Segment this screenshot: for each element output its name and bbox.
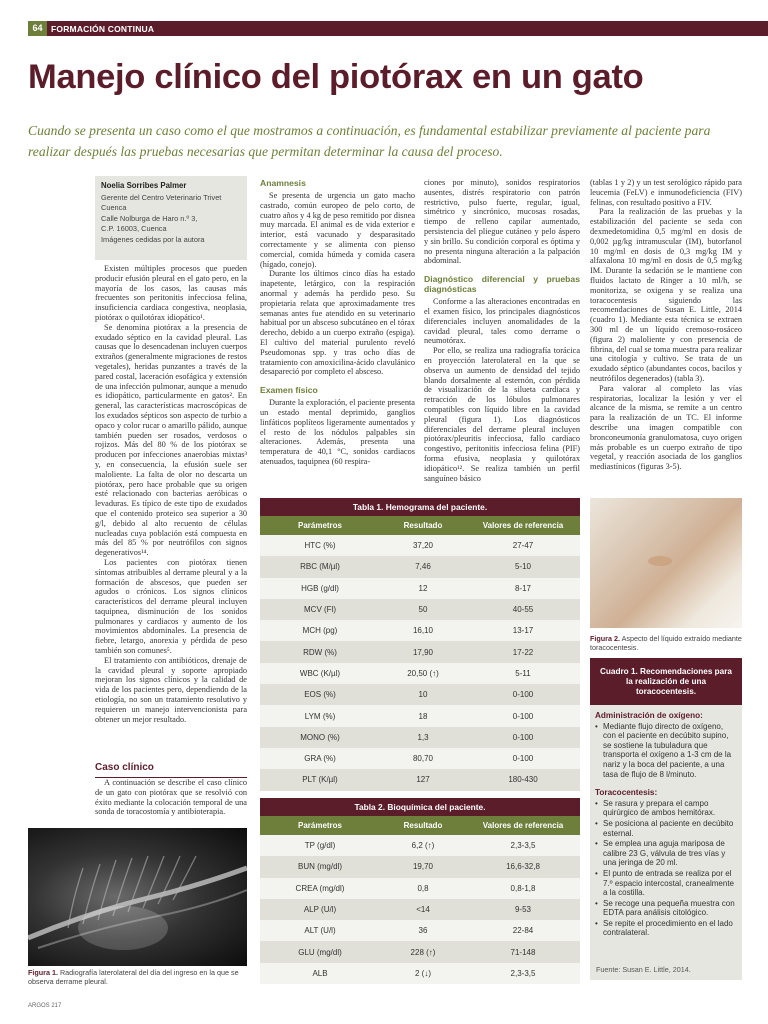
table-cell: 0-100: [512, 711, 534, 721]
author-line: Calle Nolburga de Haro n.º 3,: [101, 213, 198, 223]
table-header-cell: Resultado: [403, 521, 443, 530]
table-cell: MCV (Fl): [304, 605, 336, 615]
article-lead: Cuando se presenta un caso como el que mostramos a continuación, es fundamental estabilizar previamente al paciente para realizar después las pruebas necesarias que permitan determinar la causa del proceso.: [28, 123, 711, 159]
body-paragraph: Los pacientes con piotórax tienen síntomas atribuibles al derrame pleural y a la formación de abscesos, que pueden ser agudos o crónicos. Los signos clínicos característicos del derrame pleural incluyen taquipnea, disminución de los sonidos pulmonares y cardiacos y aumento de los movimientos abdominales. La presencia de fiebre, letargo, anorexia y pérdida de peso también son comunes⁵.: [95, 557, 247, 656]
body-paragraph: Durante los últimos cinco días ha estado inapetente, letárgico, con la respiración anormal y además ha perdido peso. Su propietaria relata que aproximadamente tres semanas antes fue atendido en su veterinario habitual por un absceso subcutáneo en el tórax derecho, debido a un cuerpo extraño (espiga). El cultivo del material purulento reveló Pseudomonas spp. y tras ocho días de tratamiento con amoxicilina-ácido clavulánico desapareció por completo el absceso.: [260, 269, 415, 377]
body-paragraph: Por ello, se realiza una radiografía torácica en proyección laterolateral en la que se observa un aumento de densidad del tejido blando dorsalmente al esternón, con pérdida de visualización de la silueta cardiaca y retracción de los lóbulos pulmonares compatibles con líquido libre en la cavidad pleural (figura 1). Los diagnósticos diferenciales del derrame pleural incluyen piotórax/pleuritis infecciosa, fallo cardiaco congestivo, peritonitis infecciosa felina (PIF) forma efusiva, neoplasia y quilotórax idiopático¹². Se realiza también un perfil sanguíneo básico: [424, 346, 580, 483]
table-cell: 180-430: [508, 775, 538, 785]
table-row: [260, 748, 580, 769]
table-cell: 37,20: [412, 541, 434, 551]
table-row: [260, 920, 580, 941]
footer-publication: ARGOS 217: [28, 1003, 62, 1009]
table-cell: 5-11: [515, 668, 531, 678]
body-paragraph: Conforme a las alteraciones encontradas en el examen físico, los principales diagnósticos diferenciales incluyen anomalidades de la cavidad pleural, tales como derrame o neumotórax.: [424, 297, 580, 346]
table-cell: 19,70: [412, 862, 434, 872]
exam-heading: Examen físico: [260, 385, 318, 396]
table-row: [260, 878, 580, 899]
table-title: Tabla 2. Bioquímica del paciente.: [260, 798, 580, 816]
author-line: C.P. 16003, Cuenca: [101, 224, 167, 233]
table-cell: EOS (%): [304, 690, 336, 700]
table-cell: TP (g/dl): [304, 841, 336, 851]
table-cell: 80,70: [412, 754, 434, 764]
list-item: • Se rasura y prepara el campo quirúrgico de ambos hemitórax.: [595, 799, 737, 818]
table-cell: 6,2 (↑): [411, 841, 435, 851]
table-cell: 0,8-1,8: [510, 883, 536, 893]
article-title: Manejo clínico del piotórax en un gato: [28, 58, 644, 96]
table-cell: 16,6-32,8: [506, 862, 540, 872]
author-line: Gerente del Centro Veterinario Trivet: [101, 192, 222, 202]
table-row: [260, 769, 580, 790]
body-paragraph: Para la realización de las pruebas y la estabilización del paciente se seda con dexmedetomidina 0,5 mg/ml en dosis de 0,002 µg/kg intramuscular (IM), butorfanol 10 mg/ml en dosis de 0,3 mg/kg IM y alfaxalona 10 mg/ml en dosis de 0,5 mg/kg IM. Durante la sedación se le mantiene con fluidos lactato de Ringer a 10 ml/h, se monitoriza, se oxigena y se realiza una toracocentesis siguiendo las recomendaciones de Susan E. Little, 2014 (cuadro 1). Mediante esta técnica se extraen 300 ml de un líquido cremoso-rosáceo (figura 2) maloliente y con presencia de fibrina, del cual se toma muestra para realizar una citología y cultivo. Se trata de un exudado séptico (abundantes cocos, bacilos y neutrófilos degenerados) (tabla 3).: [590, 207, 742, 383]
table-cell: 20,50 (↑): [407, 668, 439, 678]
table-row: [260, 856, 580, 877]
table-cell: HTC (%): [304, 541, 336, 551]
oxygen-list: [595, 722, 737, 780]
column-2: [260, 178, 415, 467]
case-heading: Caso clínico: [95, 762, 154, 773]
table-cell: 9-53: [514, 905, 531, 915]
figure-1-label: Figura 1.: [28, 968, 58, 977]
table-cell: 0-100: [512, 732, 534, 742]
table-cell: RBC (M/µl): [300, 562, 340, 572]
table-cell: GLU (mg/dl): [298, 947, 342, 957]
table-cell: 5-10: [514, 562, 531, 572]
table-cell: LYM (%): [304, 711, 336, 721]
table-cell: 10: [418, 690, 428, 700]
table-cell: 0-100: [512, 754, 534, 764]
fluid-spot: [648, 556, 672, 566]
column-3: [424, 178, 580, 483]
table-hemogram: [260, 498, 580, 791]
table-cell: 127: [416, 775, 430, 785]
fluid-photo: [590, 498, 742, 628]
figure-1-text: Radiografía laterolateral del día del ingreso en la que se observa derrame pleural.: [28, 968, 239, 986]
list-item: • Se emplea una aguja mariposa de calibre 23 G, válvula de tres vías y una jeringa de 20 ml.: [595, 839, 737, 868]
table-cell: 8-17: [514, 583, 531, 593]
table-cell: WBC (K/µl): [299, 668, 341, 678]
author-line: Imágenes cedidas por la autora: [101, 234, 205, 244]
xray-image: [28, 828, 247, 966]
table-header-cell: Resultado: [403, 821, 443, 830]
xray-illustration: [28, 828, 247, 966]
table-body: [260, 535, 580, 791]
diagnosis-heading: Diagnóstico diferencial y pruebas diagnósticas: [424, 274, 580, 295]
table-row: [260, 641, 580, 662]
case-heading-block: [95, 757, 247, 778]
figure-2-text: Aspecto del líquido extraído mediante toracocentesis.: [590, 634, 742, 652]
table-cell: ALP (U/l): [303, 905, 337, 915]
table-cell: 40-55: [512, 605, 534, 615]
box-body: [590, 705, 742, 938]
body-paragraph: (tablas 1 y 2) y un test serológico rápido para leucemia (FeLV) e inmunodeficiencia (FIV) felinas, con resultado positivo a FIV.: [590, 178, 742, 207]
body-paragraph: Existen múltiples procesos que pueden producir efusión pleural en el gato pero, en la mayoría de los casos, las causas más frecuentes son peritonitis infecciosa felina, insuficiencia cardiaca congestiva, neoplasia, piotórax o quilotórax idiopático¹.: [95, 264, 247, 322]
table-header-cell: Parámetros: [297, 521, 343, 530]
table-row: [260, 535, 580, 556]
thoracocentesis-subheading: Toracocentesis:: [595, 788, 658, 798]
table-cell: 1,3: [417, 732, 429, 742]
table-cell: RDW (%): [303, 647, 337, 657]
table-header-cell: Valores de referencia: [482, 521, 564, 530]
table-title: Tabla 1. Hemograma del paciente.: [260, 498, 580, 516]
table-cell: HGB (g/dl): [301, 583, 339, 593]
body-paragraph: Para valorar al completo las vías respiratorias, localizar la lesión y ver el alcance de la misma, se remite a un centro para la realización de un TC. El informe describe una imagen compatible con bronconeumonía granulomatosa, cuyo origen más probable es un cuerpo extraño de tipo vegetal, y reacción asociada de los ganglios mediastínicos (figuras 3-5).: [590, 383, 742, 472]
table-cell: 36: [418, 926, 428, 936]
table-row: [260, 620, 580, 641]
body-paragraph: A continuación se describe el caso clínico de un gato con piotórax que se resolvió con éxito mediante la colocación temporal de una sonda de toracostomía y antibioterapia.: [95, 778, 247, 817]
table-cell: MONO (%): [300, 732, 340, 742]
table-cell: BUN (mg/dl): [297, 862, 342, 872]
table-biochemistry: [260, 798, 580, 984]
figure-1-caption: [28, 968, 247, 986]
table-cell: 17-22: [512, 647, 534, 657]
table-row: [260, 663, 580, 684]
table-cell: 18: [418, 711, 428, 721]
table-cell: 22-84: [512, 926, 534, 936]
table-row: [260, 578, 580, 599]
thoracocentesis-list: [595, 799, 737, 938]
list-item: • Se posiciona al paciente en decúbito esternal.: [595, 819, 737, 838]
box-source: Fuente: Susan E. Little, 2014.: [596, 965, 691, 974]
table-cell: PLT (K/µl): [302, 775, 338, 785]
body-paragraph: Durante la exploración, el paciente presenta un estado mental deprimido, ganglios linfáticos poplíteos ligeramente aumentados y el resto de los nódulos palpables sin alteraciones. Además, presenta una temperatura de 40,1 °C, sonidos cardiacos atenuados, taquipnea (60 respira-: [260, 398, 415, 466]
list-item: • Se recoge una pequeña muestra con EDTA para análisis citológico.: [595, 899, 737, 918]
table-row: [260, 963, 580, 984]
table-row: [260, 835, 580, 856]
table-cell: 17,90: [412, 647, 434, 657]
table-row: [260, 727, 580, 748]
list-item: • Mediante flujo directo de oxígeno, con el paciente en decúbito supino, se sostiene la tubuladura que transporta el oxígeno a 1-3 cm de la nariz y la boca del paciente, a una tasa de flujo de 8 l/minuto.: [595, 722, 737, 780]
table-cell: 0-100: [512, 690, 534, 700]
oxygen-subheading: Administración de oxígeno:: [595, 711, 703, 720]
table-row: [260, 705, 580, 726]
table-cell: 50: [418, 605, 428, 615]
table-row: [260, 899, 580, 920]
table-header-row: [260, 516, 580, 535]
figure-2-caption: [590, 634, 742, 652]
anamnesis-heading: Anamnesis: [260, 178, 306, 188]
column-4: [590, 178, 742, 472]
case-intro: [95, 778, 247, 817]
table-cell: GRA (%): [304, 754, 336, 764]
table-cell: MCH (pg): [302, 626, 338, 636]
table-cell: ALB: [312, 968, 328, 978]
table-row: [260, 684, 580, 705]
table-cell: 2,3-3,5: [510, 968, 536, 978]
table-header-cell: Parámetros: [297, 821, 343, 830]
body-paragraph: ciones por minuto), sonidos respiratorios ausentes, distrés respiratorio con patrón restrictivo, pulso fuerte, regular, igual, simétrico y sincrónico, mucosas rosadas, tiempo de relleno capilar aumentado, persistencia del pliegue cutáneo y pelo áspero y sin brillo. Su condición corporal es óptima y no presenta ninguna alteración a la palpación abdominal.: [424, 178, 580, 266]
page-number: 64: [28, 21, 47, 36]
table-row: [260, 599, 580, 620]
table-cell: CREA (mg/dl): [295, 883, 345, 893]
table-header-row: [260, 816, 580, 835]
table-cell: 2,3-3,5: [510, 841, 536, 851]
table-header-cell: Valores de referencia: [482, 821, 564, 830]
body-paragraph: Se presenta de urgencia un gato macho castrado, común europeo de pelo corto, de cuatro años y 4 kg de peso remitido por disnea muy marcada. El animal es de vida exterior e interior, está vacunado y desparasitado correctamente y se alimenta con pienso comercial, comida húmeda y comida casera (hígado, conejo).: [260, 191, 415, 269]
box-title: Cuadro 1. Recomendaciones para la realización de una toracocentesis.: [590, 658, 742, 705]
table-cell: <14: [416, 905, 430, 915]
recommendations-box: [590, 658, 742, 980]
table-cell: 16,10: [412, 626, 434, 636]
table-cell: 228 (↑): [410, 947, 436, 957]
section-header-bar: [28, 21, 768, 36]
table-cell: ALT (U/l): [304, 926, 336, 936]
list-item: • Se repite el procedimiento en el lado contralateral.: [595, 919, 737, 938]
section-label: FORMACIÓN CONTINUA: [51, 23, 155, 34]
table-cell: 71-148: [510, 947, 536, 957]
body-paragraph: Se denomina piotórax a la presencia de exudado séptico en la cavidad pleural. Las causas que lo desencadenan incluyen cuerpos extraños (generalmente migraciones de restos vegetales), heridas punzantes a través de la pared costal, laceración esofágica y extensión de una infección pulmonar, aunque a menudo es idiopático, particularmente en gatos². En general, las características macroscópicas de los exudados sépticos son aspecto de turbio a opaco y color rucar o amarillo pálido, aunque también pueden ser rosados, verdosos o rojizos. Más del 80 % de los piotórax se producen por infecciones anaerobias mixtas³ y, en consecuencia, la efusión suele ser maloliente. La falta de olor no descarta un piotórax, pero hace probable que su origen esté relacionado con bacterias aeróbicas o levaduras. Es típico de este tipo de exudados que el contenido proteico sea superior a 30 g/l, debido al alto recuento de células nucleadas cuya población está compuesta en más del 85 % por neutrófilos con signos degenerativos¹⁴.: [95, 322, 247, 558]
table-cell: 12: [418, 583, 428, 593]
body-paragraph: El tratamiento con antibióticos, drenaje de la cavidad pleural y soporte apropiado mejoran los signos clínicos y la calidad de vida de los pacientes pero, dependiendo de la etiología, no son un tratamiento resolutivo y requieren un manejo intervencionista para obtener un mejor resultado.: [95, 655, 247, 724]
table-cell: 0,8: [417, 883, 429, 893]
table-row: [260, 556, 580, 577]
author-name: Noelia Sorribes Palmer: [101, 181, 187, 190]
list-item: • El punto de entrada se realiza por el 7.º espacio intercostal, cranealmente a la costilla.: [595, 869, 737, 898]
author-line: Cuenca: [101, 203, 127, 212]
column-1: [95, 264, 247, 724]
table-cell: 7,46: [415, 562, 431, 572]
table-cell: 13-17: [512, 626, 534, 636]
table-row: [260, 941, 580, 962]
author-box: [95, 176, 247, 260]
table-body: [260, 835, 580, 984]
figure-2-label: Figura 2.: [590, 634, 620, 643]
table-cell: 27-47: [512, 541, 534, 551]
table-cell: 2 (↓): [415, 968, 431, 978]
